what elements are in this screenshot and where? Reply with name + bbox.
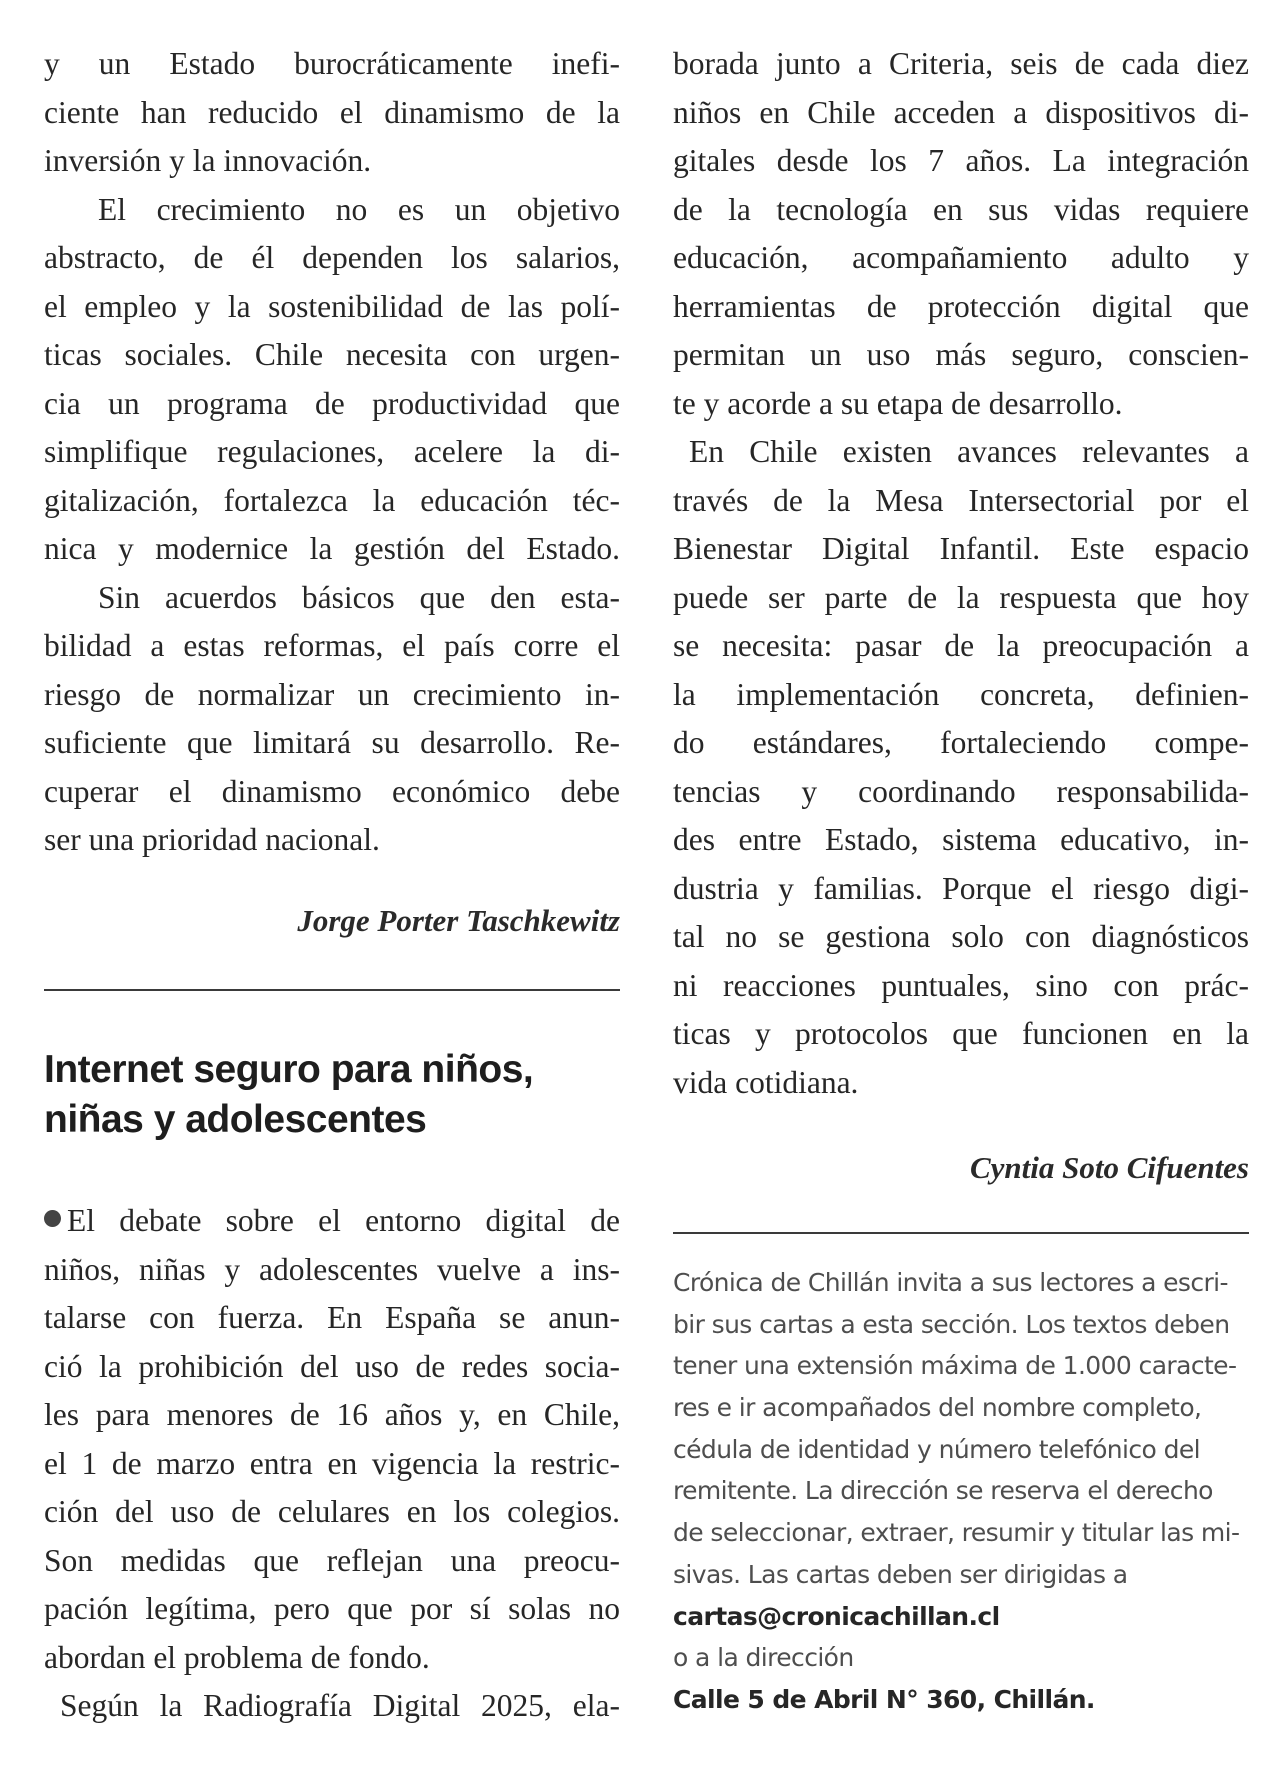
article-2-body-left (44, 1197, 620, 1731)
text-line: vida cotidiana. (673, 1064, 859, 1100)
text-line: herramientas de protección digital que (673, 288, 1249, 324)
text-line: la implementación concreta, definien- (673, 676, 1249, 712)
text-line: Según la Radiografía Digital 2025, ela- (60, 1688, 620, 1723)
text-line: cuperar el dinamismo económico debe (44, 773, 620, 809)
text-line: En Chile existen avances relevantes a (689, 434, 1249, 469)
note-line: Crónica de Chillán invita a sus lectores a escri- (673, 1268, 1228, 1297)
note-line: tener una extensión máxima de 1.000 caracte- (673, 1351, 1237, 1381)
text-line: talarse con fuerza. En España se anun- (44, 1300, 620, 1335)
text-line: gitalización, fortalezca la educación téc- (44, 482, 620, 518)
text-line: ción del uso de celulares en los colegios. (44, 1494, 620, 1529)
bullet-icon (44, 1210, 61, 1227)
text-line: educación, acompañamiento adulto y (673, 240, 1249, 275)
address-text: Calle 5 de Abril N° 360, Chillán. (673, 1684, 1095, 1714)
text-line: dustria y familias. Porque el riesgo digi- (673, 870, 1249, 906)
text-line: través de la Mesa Intersectorial por el (673, 482, 1249, 518)
text-line: el empleo y la sostenibilidad de las polí- (44, 288, 620, 324)
note-line: de seleccionar, extraer, resumir y titular las mi- (673, 1518, 1240, 1548)
text-line: y un Estado burocráticamente inefi- (44, 46, 620, 81)
text-line: El crecimiento no es un objetivo (98, 191, 620, 227)
article-1-signature: Jorge Porter Taschkewitz (297, 903, 620, 938)
text-line: de la tecnología en sus vidas requiere (673, 191, 1249, 227)
note-line: sivas. Las cartas deben ser dirigidas a (673, 1559, 1128, 1589)
text-line: riesgo de normalizar un crecimiento in- (44, 676, 620, 712)
text-line: permitan un uso más seguro, conscien- (673, 337, 1249, 372)
text-line: niños en Chile acceden a dispositivos di- (673, 94, 1249, 130)
text-line: pación legítima, pero que por sí solas no (44, 1591, 620, 1626)
article-2-body-right (673, 40, 1249, 1107)
text-line: borada junto a Criteria, seis de cada diez (673, 46, 1249, 81)
text-line: ticas sociales. Chile necesita con urgen- (44, 337, 620, 372)
text-line: Sin acuerdos básicos que den esta- (98, 579, 620, 615)
text-line: les para menores de 16 años y, en Chile, (44, 1397, 620, 1432)
text-line: Son medidas que reflejan una preocu- (44, 1542, 620, 1578)
text-line: abstracto, de él dependen los salarios, (44, 240, 620, 275)
text-line: inversión y la innovación. (44, 143, 372, 178)
text-line: nica y modernice la gestión del Estado. (44, 531, 620, 566)
section-divider (673, 1232, 1249, 1234)
text-line: ticas y protocolos que funcionen en la (673, 1016, 1249, 1051)
text-line: El debate sobre el entorno digital de (44, 1197, 620, 1246)
article-2-headline (44, 1045, 624, 1145)
editor-note (673, 1262, 1253, 1721)
article-2-signature: Cyntia Soto Cifuentes (969, 1150, 1249, 1185)
text-line: niños, niñas y adolescentes vuelve a ins- (44, 1251, 620, 1287)
text-line: Bienestar Digital Infantil. Este espacio (673, 531, 1249, 566)
article-1-body (44, 40, 620, 865)
note-line: cédula de identidad y número telefónico del (673, 1434, 1200, 1464)
text-line: simplifique regulaciones, acelere la di- (44, 434, 620, 469)
text-line: te y acorde a su etapa de desarrollo. (673, 385, 1123, 421)
email-link[interactable]: cartas@cronicachillan.cl (673, 1601, 1000, 1631)
text-line: el 1 de marzo entra en vigencia la restric- (44, 1445, 620, 1481)
text-line: puede ser parte de la respuesta que hoy (673, 579, 1249, 615)
text-line: do estándares, fortaleciendo compe- (673, 725, 1249, 760)
text-line: tal no se gestiona solo con diagnósticos (673, 919, 1249, 954)
note-line: bir sus cartas a esta sección. Los textos deben (673, 1309, 1230, 1339)
text-line: ni reacciones puntuales, sino con prác- (673, 967, 1249, 1003)
note-line: remitente. La dirección se reserva el derecho (673, 1476, 1213, 1506)
note-line: res e ir acompañados del nombre completo, (673, 1393, 1202, 1423)
text-line: ser una prioridad nacional. (44, 822, 380, 857)
headline-line: niñas y adolescentes (44, 1098, 427, 1141)
text-line: gitales desde los 7 años. La integración (673, 143, 1249, 178)
note-line: o a la dirección (673, 1643, 854, 1673)
text-line: se necesita: pasar de la preocupación a (673, 628, 1249, 663)
text-line: bilidad a estas reformas, el país corre el (44, 628, 620, 663)
text-line: ciente han reducido el dinamismo de la (44, 94, 620, 130)
headline-line: Internet seguro para niños, (44, 1048, 534, 1091)
text-line: cia un programa de productividad que (44, 385, 620, 421)
text-line: abordan el problema de fondo. (44, 1639, 430, 1675)
text-line: suficiente que limitará su desarrollo. Re- (44, 725, 620, 760)
section-divider (44, 989, 620, 991)
text-line: ció la prohibición del uso de redes socia- (44, 1348, 620, 1384)
text-line: des entre Estado, sistema educativo, in- (673, 822, 1249, 857)
text-line: tencias y coordinando responsabilida- (673, 773, 1249, 809)
